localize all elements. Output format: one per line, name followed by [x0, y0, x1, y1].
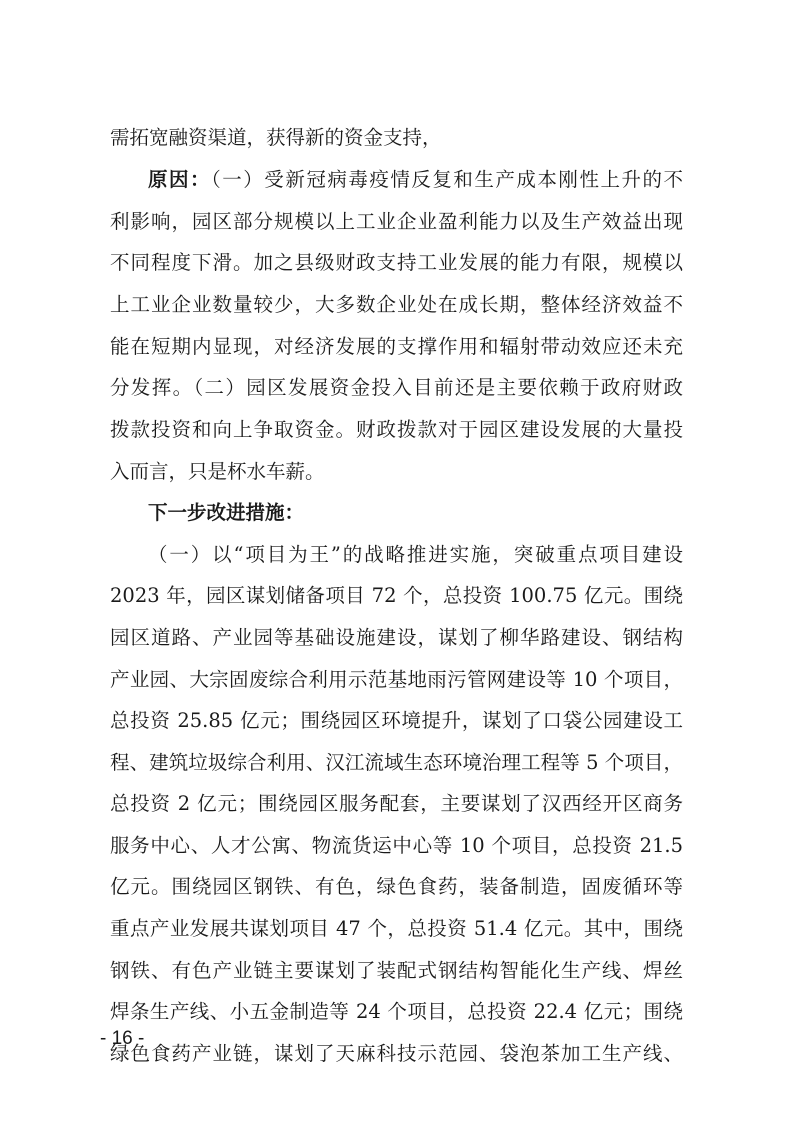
- paragraph-text: 总投资 2 亿元；围绕园区服务配套，主要谋划了汉西经开区商务: [110, 792, 683, 815]
- paragraph-text: 程、建筑垃圾综合利用、汉江流域生态环境治理工程等 5 个项目，: [110, 751, 683, 774]
- paragraph-text: 园区道路、产业园等基础设施建设，谋划了柳华路建设、钢结构: [110, 626, 683, 649]
- paragraph-text: 绿色食药产业链，谋划了天麻科技示范园、袋泡茶加工生产线、: [110, 1042, 683, 1065]
- paragraph-text: 重点产业发展共谋划项目 47 个，总投资 51.4 亿元。其中，围绕: [110, 917, 683, 940]
- text-line: [110, 875, 683, 899]
- text-line: [110, 418, 683, 442]
- text-line: [148, 543, 683, 567]
- heading-text: 原因：: [148, 168, 212, 191]
- text-line: [148, 168, 683, 192]
- text-line: [110, 210, 683, 234]
- paragraph-text: 总投资 25.85 亿元；围绕园区环境提升，谋划了口袋公园建设工: [110, 709, 683, 732]
- text-line: [110, 460, 683, 484]
- text-line: [110, 1042, 683, 1066]
- heading-text: 下一步改进措施：: [148, 501, 305, 524]
- paragraph-text: （一）以“项目为王”的战略推进实施，突破重点项目建设: [148, 543, 683, 566]
- paragraph-text: 需拓宽融资渠道，获得新的资金支持，: [110, 126, 442, 149]
- page-number: - 16 -: [100, 1028, 145, 1049]
- text-line: [110, 751, 683, 775]
- paragraph-text: 服务中心、人才公寓、物流货运中心等 10 个项目，总投资 21.5: [110, 834, 683, 857]
- text-line: [110, 376, 683, 400]
- paragraph-text: 不同程度下滑。加之县级财政支持工业发展的能力有限，规模以: [110, 251, 683, 274]
- paragraph-text: 亿元。围绕园区钢铁、有色，绿色食药，装备制造，固废循环等: [110, 875, 683, 898]
- text-line: [110, 251, 683, 275]
- paragraph-text: 利影响，园区部分规模以上工业企业盈利能力以及生产效益出现: [110, 210, 683, 233]
- text-line: [110, 668, 683, 692]
- paragraph-text: 能在短期内显现，对经济发展的支撑作用和辐射带动效应还未充: [110, 335, 683, 358]
- paragraph-text: 拨款投资和向上争取资金。财政拨款对于园区建设发展的大量投: [110, 418, 683, 441]
- text-line: [110, 917, 683, 941]
- paragraph-text: 2023 年，园区谋划储备项目 72 个，总投资 100.75 亿元。围绕: [110, 584, 683, 607]
- paragraph-text: 钢铁、有色产业链主要谋划了装配式钢结构智能化生产线、焊丝: [110, 959, 683, 982]
- text-line: [110, 293, 683, 317]
- text-line: [110, 792, 683, 816]
- paragraph-text: 入而言，只是杯水车薪。: [110, 460, 325, 483]
- paragraph-text: （一）受新冠病毒疫情反复和生产成本刚性上升的不: [211, 168, 683, 191]
- paragraph-text: 上工业企业数量较少，大多数企业处在成长期，整体经济效益不: [110, 293, 683, 316]
- paragraph-text: 焊条生产线、小五金制造等 24 个项目，总投资 22.4 亿元；围绕: [110, 1000, 683, 1023]
- text-line: [110, 126, 683, 150]
- text-line: [110, 335, 683, 359]
- text-line: [110, 626, 683, 650]
- text-line: [110, 584, 683, 608]
- text-line: [110, 709, 683, 733]
- text-line: [110, 959, 683, 983]
- text-line: [110, 834, 683, 858]
- text-line: [110, 1000, 683, 1024]
- paragraph-text: 分发挥。（二）园区发展资金投入目前还是主要依赖于政府财政: [110, 376, 683, 399]
- paragraph-text: 产业园、大宗固废综合利用示范基地雨污管网建设等 10 个项目，: [110, 668, 683, 691]
- text-line: [148, 501, 683, 525]
